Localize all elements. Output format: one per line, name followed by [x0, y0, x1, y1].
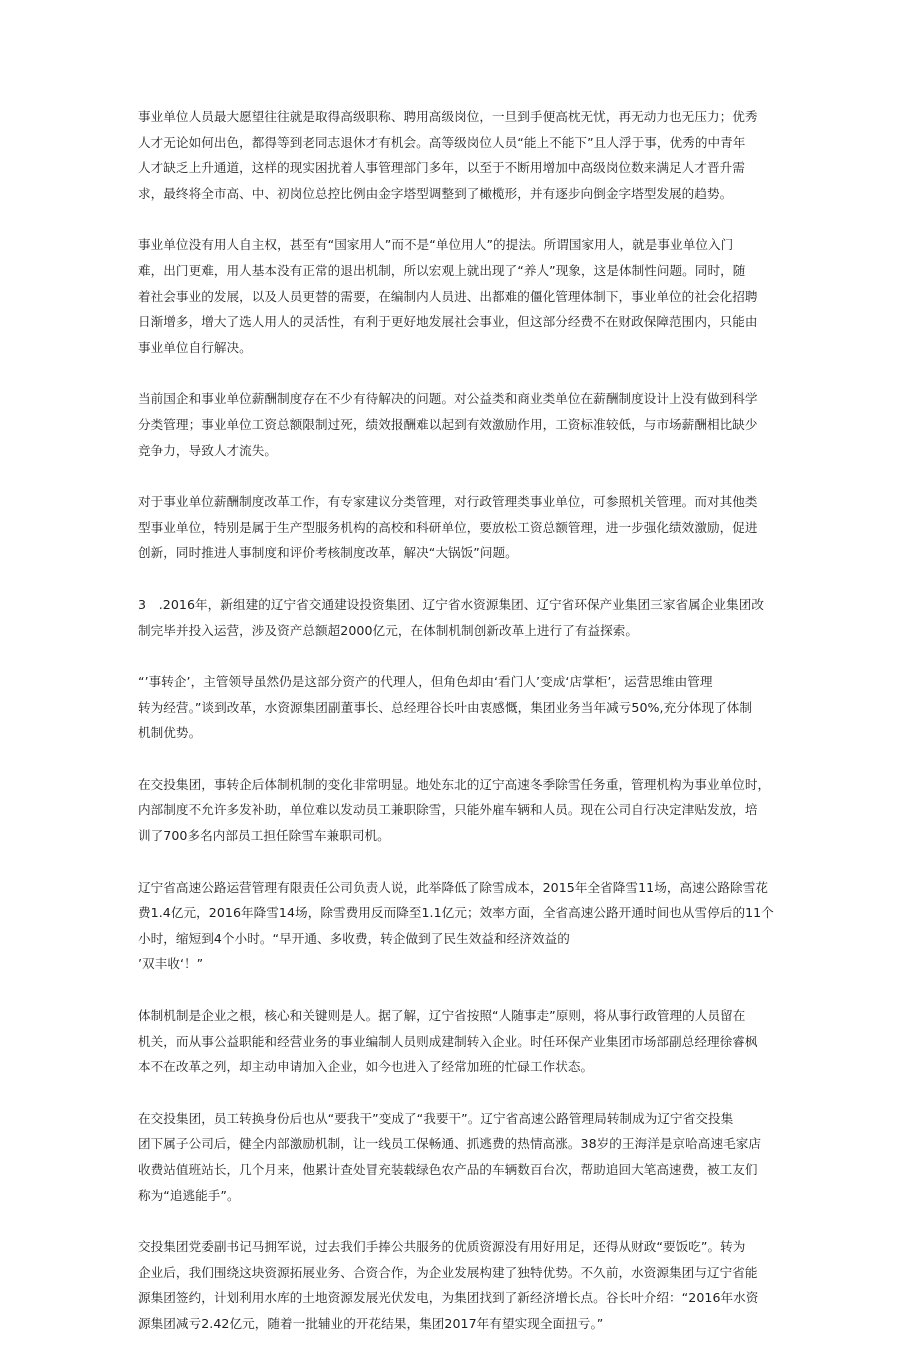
paragraph-line: 在交投集团，事转企后体制机制的变化非常明显。地处东北的辽宁高速冬季除雪任务重，管理机构为事业单位时，: [138, 776, 771, 792]
paragraph-line: “’事转企’，主管领导虽然仍是这部分资产的代理人，但角色却由‘看门人’变成‘店掌柜’，运营思维由管理: [138, 674, 713, 690]
paragraph-line: 费1.4亿元，2016年降雪14场，除雪费用反而降至1.1亿元；效率方面，全省高速公路开通时间也从雪停后的11个: [138, 905, 774, 921]
paragraph: [138, 1234, 786, 1336]
paragraph-line: 小时，缩短到4个小时。“早开通、多收费，转企做到了民生效益和经济效益的: [138, 930, 570, 946]
paragraph-line: 对于事业单位薪酬制度改革工作，有专家建议分类管理，对行政管理类事业单位，可参照机关管理。而对其他类: [138, 494, 758, 510]
paragraph-line: 着社会事业的发展，以及人员更替的需要，在编制内人员进、出都难的僵化管理体制下，事业单位的社会化招聘: [138, 288, 758, 304]
document-body: [138, 104, 786, 1363]
paragraph: [138, 875, 786, 977]
paragraph: [138, 1106, 786, 1208]
paragraph-line: 当前国企和事业单位薪酬制度存在不少有待解决的问题。对公益类和商业类单位在薪酬制度设计上没有做到科学: [138, 391, 758, 407]
paragraph-line: 本不在改革之列，却主动申请加入企业，如今也进入了经常加班的忙碌工作状态。: [138, 1059, 594, 1075]
paragraph-line: 制完毕并投入运营，涉及资产总额超2000亿元，在体制机制创新改革上进行了有益探索。: [138, 622, 639, 638]
paragraph-line: 交投集团党委副书记马拥军说，过去我们手捧公共服务的优质资源没有用好用足，还得从财政“要饭吃”。转为: [138, 1239, 746, 1255]
paragraph: [138, 386, 786, 463]
paragraph-line: 事业单位自行解决。: [138, 339, 252, 355]
paragraph-line: 竞争力，导致人才流失。: [138, 442, 278, 458]
paragraph: [138, 592, 786, 643]
paragraph-line: 源集团减亏2.42亿元，随着一批辅业的开花结果，集团2017年有望实现全面扭亏。”: [138, 1315, 604, 1331]
paragraph-line: 事业单位没有用人自主权，甚至有“国家用人”而不是“单位用人”的提法。所谓国家用人，就是事业单位入门: [138, 237, 734, 253]
paragraph-line: 事业单位人员最大愿望往往就是取得高级职称、聘用高级岗位，一旦到手便高枕无忧，再无动力也无压力；优秀: [138, 109, 758, 124]
paragraph-line: 日渐增多，增大了选人用人的灵活性，有利于更好地发展社会事业，但这部分经费不在财政保障范围内，只能由: [138, 314, 758, 330]
paragraph-line: 训了700多名内部员工担任除雪车兼职司机。: [138, 828, 390, 844]
paragraph: [138, 772, 786, 849]
paragraph-line: 机制优势。: [138, 725, 202, 741]
paragraph-line: 难，出门更难，用人基本没有正常的退出机制，所以宏观上就出现了“养人”现象，这是体制性问题。同时，随: [138, 262, 746, 278]
paragraph-line: 转为经营。”谈到改革，水资源集团副董事长、总经理谷长叶由衷感慨，集团业务当年减亏50%,充分体现了体制: [138, 699, 753, 715]
paragraph-line: 创新，同时推进人事制度和评价考核制度改革，解决“大锅饭”问题。: [138, 545, 518, 561]
paragraph-line: 称为“追逃能手”。: [138, 1187, 240, 1203]
paragraph-line: ’双丰收‘！”: [138, 956, 204, 972]
paragraph-line: 收费站值班站长，几个月来，他累计查处冒充装载绿色农产品的车辆数百台次，帮助追回大笔高速费，被工友们: [138, 1162, 758, 1177]
paragraph: [138, 1003, 786, 1080]
paragraph-line: 机关，而从事公益职能和经营业务的事业编制人员则成建制转入企业。时任环保产业集团市场部副总经理徐睿枫: [138, 1033, 758, 1049]
paragraph: [138, 669, 786, 746]
paragraph-line: 分类管理；事业单位工资总额限制过死，绩效报酬难以起到有效激励作用，工资标准较低，与市场薪酬相比缺少: [138, 416, 758, 432]
paragraph-line: 辽宁省高速公路运营管理有限责任公司负责人说，此举降低了除雪成本，2015年全省降雪11场，高速公路除雪花: [138, 879, 768, 895]
paragraph: [138, 232, 786, 360]
paragraph-line: 体制机制是企业之根，核心和关键则是人。据了解，辽宁省按照“人随事走”原则，将从事行政管理的人员留在: [138, 1008, 746, 1024]
paragraph-line: 源集团签约，计划利用水库的土地资源发展光伏发电，为集团找到了新经济增长点。谷长叶介绍：“2016年水资: [138, 1290, 759, 1306]
paragraph-line: 3 .2016年，新组建的辽宁省交通建设投资集团、辽宁省水资源集团、辽宁省环保产业集团三家省属企业集团改: [138, 596, 764, 612]
paragraph-line: 人才无论如何出色，都得等到老同志退休才有机会。高等级岗位人员“能上不能下”且人浮于事，优秀的中青年: [138, 134, 746, 150]
paragraph-line: 求，最终将全市高、中、初岗位总控比例由金字塔型调整到了橄榄形，并有逐步向倒金字塔型发展的趋势。: [138, 185, 733, 201]
paragraph-line: 在交投集团，员工转换身份后也从“要我干”变成了“我要干”。辽宁省高速公路管理局转制成为辽宁省交投集: [138, 1110, 734, 1126]
paragraph-line: 企业后，我们围绕这块资源拓展业务、合资合作，为企业发展构建了独特优势。不久前，水资源集团与辽宁省能: [138, 1264, 758, 1280]
paragraph-line: 内部制度不允许多发补助，单位难以发动员工兼职除雪，只能外雇车辆和人员。现在公司自行决定津贴发放，培: [138, 802, 758, 818]
paragraph-line: 团下属子公司后，健全内部激励机制，让一线员工保畅通、抓逃费的热情高涨。38岁的王海洋是京哈高速毛家店: [138, 1136, 762, 1152]
paragraph: [138, 104, 786, 206]
paragraph-line: 人才缺乏上升通道，这样的现实困扰着人事管理部门多年，以至于不断用增加中高级岗位数来满足人才晋升需: [138, 160, 745, 176]
paragraph: [138, 489, 786, 566]
paragraph-line: 型事业单位，特别是属于生产型服务机构的高校和科研单位，要放松工资总额管理，进一步强化绩效激励，促进: [138, 519, 758, 535]
